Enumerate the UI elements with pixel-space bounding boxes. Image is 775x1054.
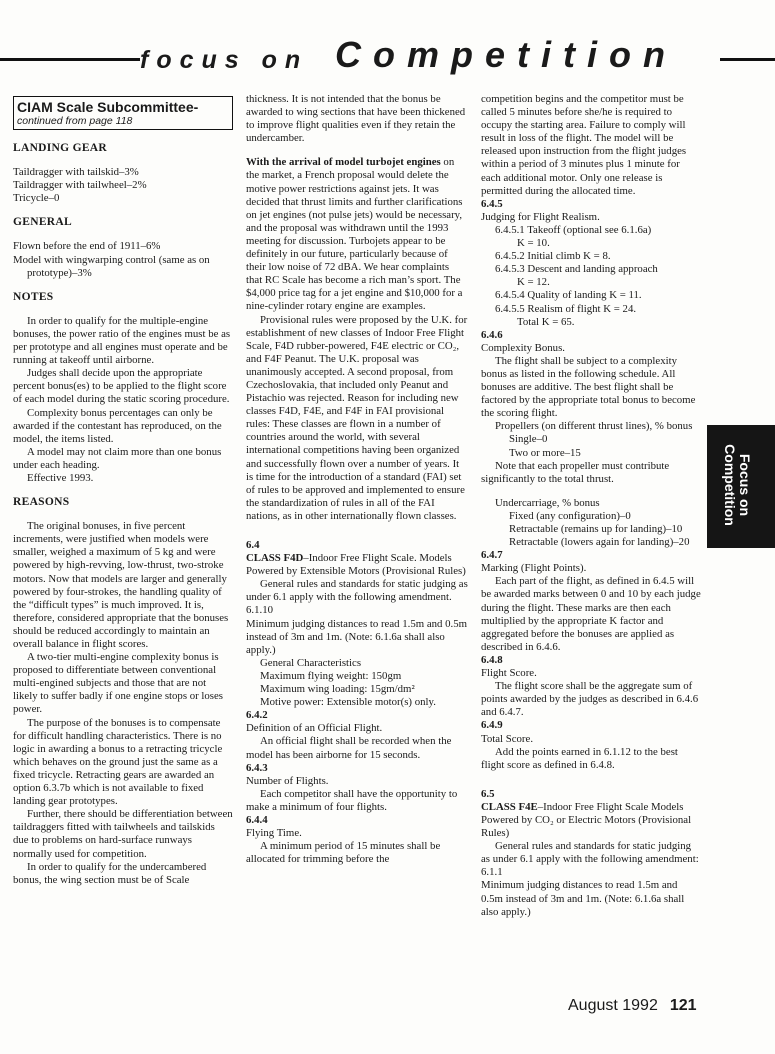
continued-box [13, 96, 233, 130]
paragraph: In order to qualify for the multiple-engine bonuses, the power ratio of the engines must be as per prototype and all engines must operate and be running at takeoff until airborne. [13, 314, 231, 367]
paragraph: Motive power: Extensible motor(s) only. [260, 696, 436, 709]
section-number: 6.4.7 [481, 549, 503, 562]
paragraph: The flight shall be subject to a complexity bonus as listed in the following schedule. All bonuses are additive. The best flight shall be factored by the appropriate total bonus to become the scoring flight. [481, 354, 696, 420]
spacer [481, 772, 701, 788]
paragraph: Two or more–15 [509, 446, 581, 459]
box-title: CIAM Scale Subcommittee- [17, 99, 199, 115]
section-number: 6.4 [246, 539, 260, 551]
paragraph: 6.4.5.2 Initial climb K = 8. [495, 250, 611, 263]
paragraph: 6.4.5.3 Descent and landing approach [495, 263, 658, 276]
paragraph: Maximum wing loading: 15gm/dm² [260, 683, 415, 696]
section-number: 6.4.9 [481, 719, 503, 732]
spacer [13, 509, 233, 520]
paragraph: Number of Flights. [246, 774, 329, 787]
section-heading: LANDING GEAR [13, 142, 108, 154]
paragraph: A model may not claim more than one bonus under each heading. [13, 445, 222, 471]
spacer [246, 145, 468, 156]
lead-paragraph [246, 552, 468, 578]
paragraph: Effective 1993. [27, 471, 94, 484]
lead-text: on the market, a French proposal would delete the motive power restrictions against jets. It was decided that thrust limits and further clarifications on jet engines (not pulse jets) would be necessary, and the proposal was withdrawn until the 1993 meeting for discussion. Turbojets appear to be definitely in our future, particularly because of their low noise of 72 dBA. We hear complaints that RC Scale has become a rich man’s sport. The $4,000 price tag for a jet engine and $10,000 for a nine-cylinder rotary engine are examples. [246, 156, 463, 313]
spacer [13, 280, 233, 291]
lead-text: –Indoor Free Flight Scale Models Powered by CO₂ or Electric Motors (Provisional Rules) [481, 800, 692, 840]
section-number: 6.4.4 [246, 813, 268, 826]
paragraph: Undercarriage, % bonus [495, 496, 600, 509]
column-3-text [481, 93, 701, 919]
paragraph: K = 12. [517, 276, 550, 289]
paragraph: Taildragger with tailwheel–2% [13, 179, 147, 192]
side-tab [707, 425, 775, 548]
spacer [481, 486, 701, 497]
paragraph: Tricycle–0 [13, 192, 60, 205]
spacer [13, 304, 233, 315]
lead-in: With the arrival of model turbojet engines [246, 156, 441, 169]
paragraph: Maximum flying weight: 150gm [260, 669, 402, 682]
paragraph: Flying Time. [246, 827, 302, 840]
paragraph: Propellers (on different thrust lines), % bonus [495, 420, 693, 433]
paragraph: Retractable (lowers again for landing)–20 [509, 536, 690, 549]
box-subtitle: continued from page 118 [17, 115, 133, 127]
paragraph: A minimum period of 15 minutes shall be allocated for trimming before the [246, 840, 441, 866]
paragraph: Complexity bonus percentages can only be awarded if the contestant has reproduced, on the model, the items listed. [13, 406, 222, 445]
section-number: 6.4.8 [481, 653, 503, 666]
lead-paragraph [481, 801, 701, 840]
lead-in: CLASS F4D [246, 552, 304, 565]
section-heading: GENERAL [13, 216, 72, 229]
spacer [13, 155, 233, 166]
paragraph: 6.1.10 [246, 604, 273, 617]
paragraph: 6.4.5.4 Quality of landing K = 11. [495, 289, 642, 302]
header-competition-text: Competition [335, 34, 677, 75]
page-number: 121 [669, 997, 697, 1014]
spacer [13, 229, 233, 240]
paragraph: General rules and standards for static judging as under 6.1 apply with the following amendment. [246, 578, 468, 604]
paragraph: competition begins and the competitor must be called 5 minutes before she/he is required to occupy the starting area. Failure to comply will result in loss of the flight. The model will be released upon instruction from the flight judges within a period of 3 minutes plus 1 minute for each additional motor. Only one release is permitted during the allocated time. [481, 93, 687, 197]
paragraph: The flight score shall be the aggregate sum of points awarded by the judges as described in 6.4.6 and 6.4.7. [481, 680, 699, 719]
paragraph: Each competitor shall have the opportunity to make a minimum of four flights. [246, 787, 458, 813]
column-1-text [13, 142, 233, 887]
paragraph: The original bonuses, in five percent increments, were justified when models were smaller, weighed a maximum of 5 kg and were powered by high-revving, low-thrust, two-stroke motors. Now that models are larger and generally powered by four-strokes, the handling quality of the “difficult types” is much improved. It is, therefore, considered appropriate that the bonuses should be reduced accordingly to maintain an overall balance in flight scores. [13, 520, 229, 650]
column-2-text [246, 93, 468, 866]
issue-date: August 1992 [568, 997, 658, 1014]
paragraph: Single–0 [509, 433, 548, 446]
paragraph: Minimum judging distances to read 1.5m and 0.5m instead of 3m and 1m. (Note: 6.1.6a shall also apply.) [481, 879, 685, 918]
paragraph: Provisional rules were proposed by the U.K. for establishment of new classes of Indoor Free Flight Scale, F4D rubber-powered, F4E electric or CO₂, and F4F Peanut. The U.K. proposal was unanimously accepted. A second proposal, from Czechoslovakia, that included only Peanut and Pistachio was rejected. Reason for including new classes F4D, F4E, and F4F in FAI provisional rules: These classes are flown in a number of countries around the world, with several international competitions having been organized and successfully flown over a number of years. It is time for the introduction of a standard (FAI) set of rules to be approved and implemented to ensure the standardization of rules in all of the FAI nations, as in other internationally flown classes. [246, 313, 468, 522]
paragraph: 6.4.5.1 Takeoff (optional see 6.1.6a) [495, 223, 652, 236]
paragraph: Total Score. [481, 732, 534, 745]
side-tab-line-1: Focus on [737, 453, 753, 517]
paragraph: Complexity Bonus. [481, 341, 565, 354]
page-header [0, 30, 775, 90]
lead-text: –Indoor Free Flight Scale. Models Powered by Extensible Motors (Provisional Rules) [246, 552, 466, 578]
spacer [13, 485, 233, 496]
page-footer [568, 997, 697, 1015]
paragraph: Each part of the flight, as defined in 6.4.5 will be awarded marks between 0 and 10 by each judge during the flight. These marks are then each multiplied by the appropriate K factor and aggregated before the bonuses are applied as described in 6.4.6. [481, 575, 701, 653]
paragraph: Taildragger with tailskid–3% [13, 166, 139, 179]
paragraph: Flight Score. [481, 667, 537, 680]
section-heading: REASONS [13, 496, 70, 509]
spacer [246, 523, 468, 539]
lead-paragraph [246, 156, 468, 313]
section-number: 6.4.3 [246, 761, 268, 774]
paragraph: Marking (Flight Points). [481, 562, 587, 575]
paragraph: Model with wingwarping control (same as on prototype)–3% [13, 253, 210, 279]
section-heading: NOTES [13, 290, 54, 303]
section-number: 6.5 [481, 787, 495, 800]
paragraph: thickness. It is not intended that the bonus be awarded to wing sections that have been thickened to improve flight qualities even if they retain the undercamber. [246, 93, 466, 145]
paragraph: The purpose of the bonuses is to compensate for difficult handling characteristics. There is no logic in awarding a bonus to a retracting tricycle which behaves on the ground just the same as a fixed tricycle. Retracting gears are awarded an option 6.3.7b which is not available to fixed landing gear prototypes. [13, 716, 223, 808]
column-1 [13, 96, 233, 887]
paragraph: Judging for Flight Realism. [481, 210, 600, 223]
paragraph: 6.4.5.5 Realism of flight K = 24. [495, 302, 637, 315]
column-2 [246, 93, 468, 866]
paragraph: General rules and standards for static judging as under 6.1 apply with the following amendment: [481, 840, 699, 866]
spacer [13, 205, 233, 216]
paragraph: 6.1.1 [481, 866, 503, 879]
paragraph: Total K = 65. [517, 315, 575, 328]
side-tab-line-2: Competition [722, 444, 738, 526]
paragraph: An official flight shall be recorded when the model has been airborne for 15 seconds. [246, 735, 452, 761]
side-tab-label [722, 444, 752, 526]
header-rule-right [720, 58, 775, 61]
paragraph: A two-tier multi-engine complexity bonus is proposed to differentiate between conventional multi-engined subjects and those that are not likely to suffer badly if one engine stops or loses power. [13, 651, 224, 716]
paragraph: General Characteristics [260, 656, 362, 669]
section-number: 6.4.6 [481, 328, 503, 341]
paragraph: K = 10. [517, 237, 550, 250]
paragraph: Flown before the end of 1911–6% [13, 240, 161, 253]
paragraph: Add the points earned in 6.1.12 to the best flight score as defined in 6.4.8. [481, 745, 678, 771]
paragraph: Note that each propeller must contribute significantly to the total thrust. [481, 459, 670, 485]
paragraph: In order to qualify for the undercambered bonus, the wing section must be of Scale [13, 860, 207, 886]
paragraph: Minimum judging distances to read 1.5m and 0.5m instead of 3m and 1m. (Note: 6.1.6a shall also apply.) [246, 617, 468, 656]
paragraph: Definition of an Official Flight. [246, 722, 383, 735]
column-3 [481, 93, 701, 919]
paragraph: Retractable (remains up for landing)–10 [509, 523, 683, 535]
header-rule-left [0, 58, 140, 61]
paragraph: Judges shall decide upon the appropriate percent bonus(es) to be applied to the flight score of each model during the static scoring procedure. [13, 367, 230, 406]
paragraph: Further, there should be differentiation between taildraggers fitted with tailwheels and tailskids due to problems on hard-surface runways normally used for competition. [13, 808, 233, 860]
section-number: 6.4.5 [481, 197, 503, 210]
section-number: 6.4.2 [246, 709, 268, 722]
paragraph: Fixed (any configuration)–0 [509, 509, 631, 522]
header-focus-text: focus on [140, 46, 309, 74]
lead-in: CLASS F4E [481, 800, 538, 813]
